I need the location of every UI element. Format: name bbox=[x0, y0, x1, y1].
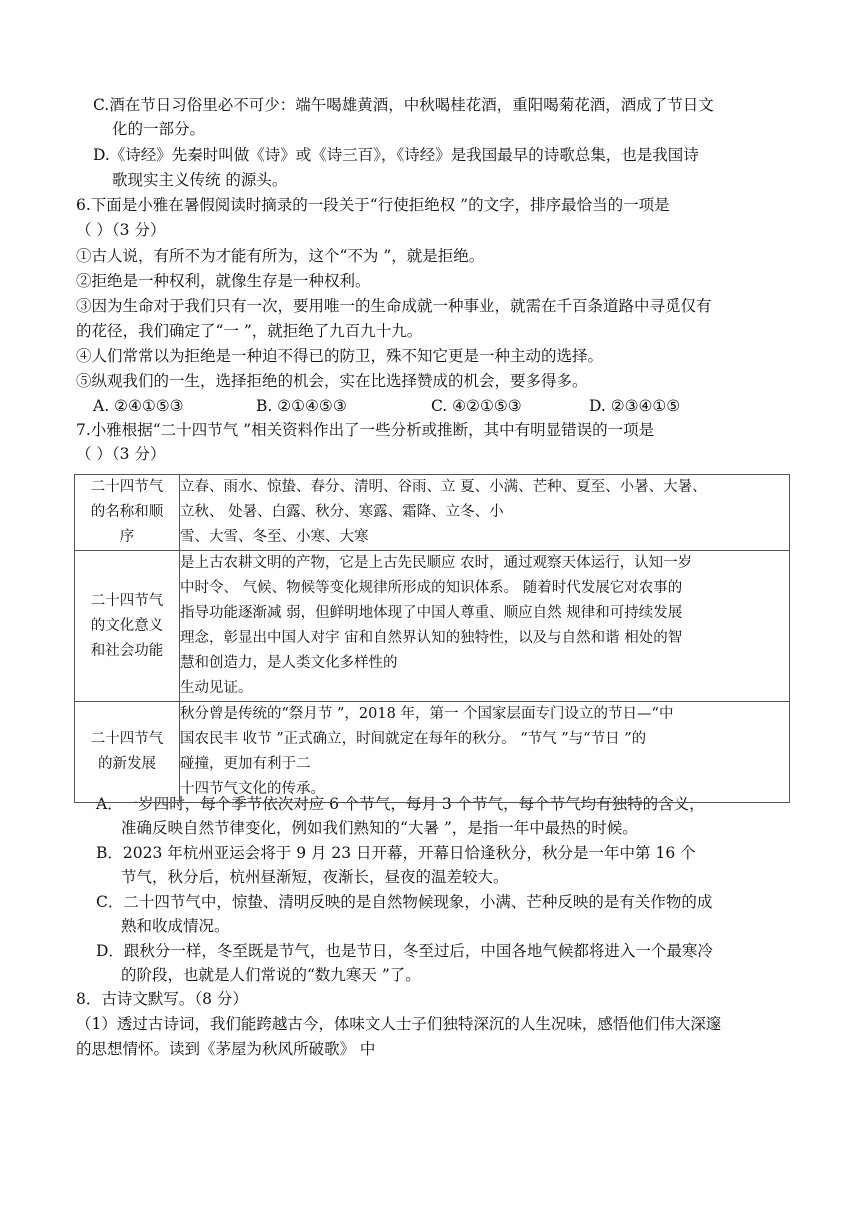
text-line-l22: D．跟秋分一样，冬至既是节气，也是节日，冬至过后，中国各地气候都将进入一个最寒冷 bbox=[96, 942, 713, 960]
text-line-l25: （1）透过古诗词，我们能跨越古今，体味文人士子们独特深沉的人生况味，感悟他们伟大深邃 bbox=[76, 1015, 722, 1033]
text-line-l13a: A. ②④①⑤③ bbox=[93, 397, 184, 415]
row-header: 二十四节气 的新发展 bbox=[75, 702, 180, 803]
row-content: 是上古农耕文明的产物，它是上古先民顺应 农时，通过观察天体运行，认知一岁 中时令、 气候、物候等变化规律所形成的知识体系。 随着时代发展它对农事的 指导功能逐渐减 弱，但鲜明地体现了中国人尊重、顺应自然 规律和可持续发展 理念，彰显出中国人对宇 宙和自然界认知的独特性，以及与自然和谐 相处的智 慧和创造力，是人类文化多样性的 生动见证。 bbox=[180, 551, 790, 702]
text-line-l24: 8．古诗文默写。（8 分） bbox=[76, 990, 248, 1008]
solar-terms-table bbox=[74, 474, 790, 803]
text-line-l15: （ ）（3 分） bbox=[76, 445, 166, 463]
text-line-l4: 歌现实主义传统 的源头。 bbox=[112, 171, 288, 189]
text-line-l6: （ ）（3 分） bbox=[76, 221, 166, 239]
text-line-l19: 节气，秋分后，杭州昼渐短，夜渐长，昼夜的温差较大。 bbox=[121, 868, 509, 886]
table-row-cultural-meaning bbox=[75, 551, 790, 702]
text-line-l14: 7.小雅根据“二十四节气 ”相关资料作出了一些分析或推断，其中有明显错误的一项是 bbox=[76, 421, 655, 439]
row-content: 立春、雨水、惊蛰、春分、清明、谷雨、立 夏、小满、芒种、夏至、小暑、大暑、 立秋、 处暑、白露、秋分、寒露、霜降、立冬、小 雪、大雪、冬至、小寒、大寒 bbox=[180, 475, 790, 551]
text-line-l13c: C. ④②①⑤③ bbox=[431, 397, 522, 415]
text-line-l1: C.酒在节日习俗里必不可少：端午喝雄黄酒，中秋喝桂花酒，重阳喝菊花酒，酒成了节日文 bbox=[93, 96, 714, 114]
text-line-l7: ①古人说，有所不为才能有所为，这个“不为 ”，就是拒绝。 bbox=[76, 247, 485, 265]
text-line-l3: D.《诗经》先秦时叫做《诗》或《诗三百》，《诗经》是我国最早的诗歌总集，也是我国诗 bbox=[93, 146, 699, 164]
text-line-l13d: D. ②③④①⑤ bbox=[589, 397, 681, 415]
text-line-l5: 6.下面是小雅在暑假阅读时摘录的一段关于“行使拒绝权 ”的文字，排序最恰当的一项是 bbox=[76, 196, 670, 214]
text-line-l10: 的花径，我们确定了“一 ”，就拒绝了九百九十九。 bbox=[76, 322, 423, 340]
text-line-l16: A．一岁四时，每个季节依次对应 6 个节气，每月 3 个节气，每个节气均有独特的含义， bbox=[96, 795, 705, 813]
text-line-l18: B．2023 年杭州亚运会将于 9 月 23 日开幕，开幕日恰逢秋分，秋分是一年中第 16 个 bbox=[96, 844, 696, 862]
text-line-l26: 的思想情怀。读到《茅屋为秋风所破歌》 中 bbox=[76, 1040, 376, 1058]
text-line-l9: ③因为生命对于我们只有一次，要用唯一的生命成就一种事业，就需在千百条道路中寻觅仅有 bbox=[76, 297, 712, 315]
table-row-new-development bbox=[75, 702, 790, 803]
text-line-l12: ⑤纵观我们的一生，选择拒绝的机会，实在比选择赞成的机会，要多得多。 bbox=[76, 372, 588, 390]
text-line-l20: C．二十四节气中，惊蛰、清明反映的是自然物候现象，小满、芒种反映的是有关作物的成 bbox=[96, 893, 713, 911]
text-line-l17: 准确反映自然节律变化，例如我们熟知的“大暑 ”，是指一年中最热的时候。 bbox=[121, 819, 638, 837]
row-header: 二十四节气 的文化意义 和社会功能 bbox=[75, 551, 180, 702]
text-line-l21: 熟和收成情况。 bbox=[121, 917, 230, 935]
text-line-l11: ④人们常常以为拒绝是一种迫不得已的防卫，殊不知它更是一种主动的选择。 bbox=[76, 347, 604, 365]
row-content: 秋分曾是传统的“祭月节 ”，2018 年，第一 个国家层面专门设立的节日—“中 国农民丰 收节 ”正式确立，时间就定在每年的秋分。 “节气 ”与“节日 ”的 碰撞，更加有利于二 十四节气文化的传承。 bbox=[180, 702, 790, 803]
text-line-l8: ②拒绝是一种权利，就像生存是一种权利。 bbox=[76, 272, 371, 290]
table-row-names-order bbox=[75, 475, 790, 551]
row-header: 二十四节气 的名称和顺 序 bbox=[75, 475, 180, 551]
text-line-l13b: B. ②①④⑤③ bbox=[256, 397, 347, 415]
text-line-l2: 化的一部分。 bbox=[112, 120, 206, 138]
text-line-l23: 的阶段，也就是人们常说的“数九寒天 ”了。 bbox=[121, 966, 421, 984]
